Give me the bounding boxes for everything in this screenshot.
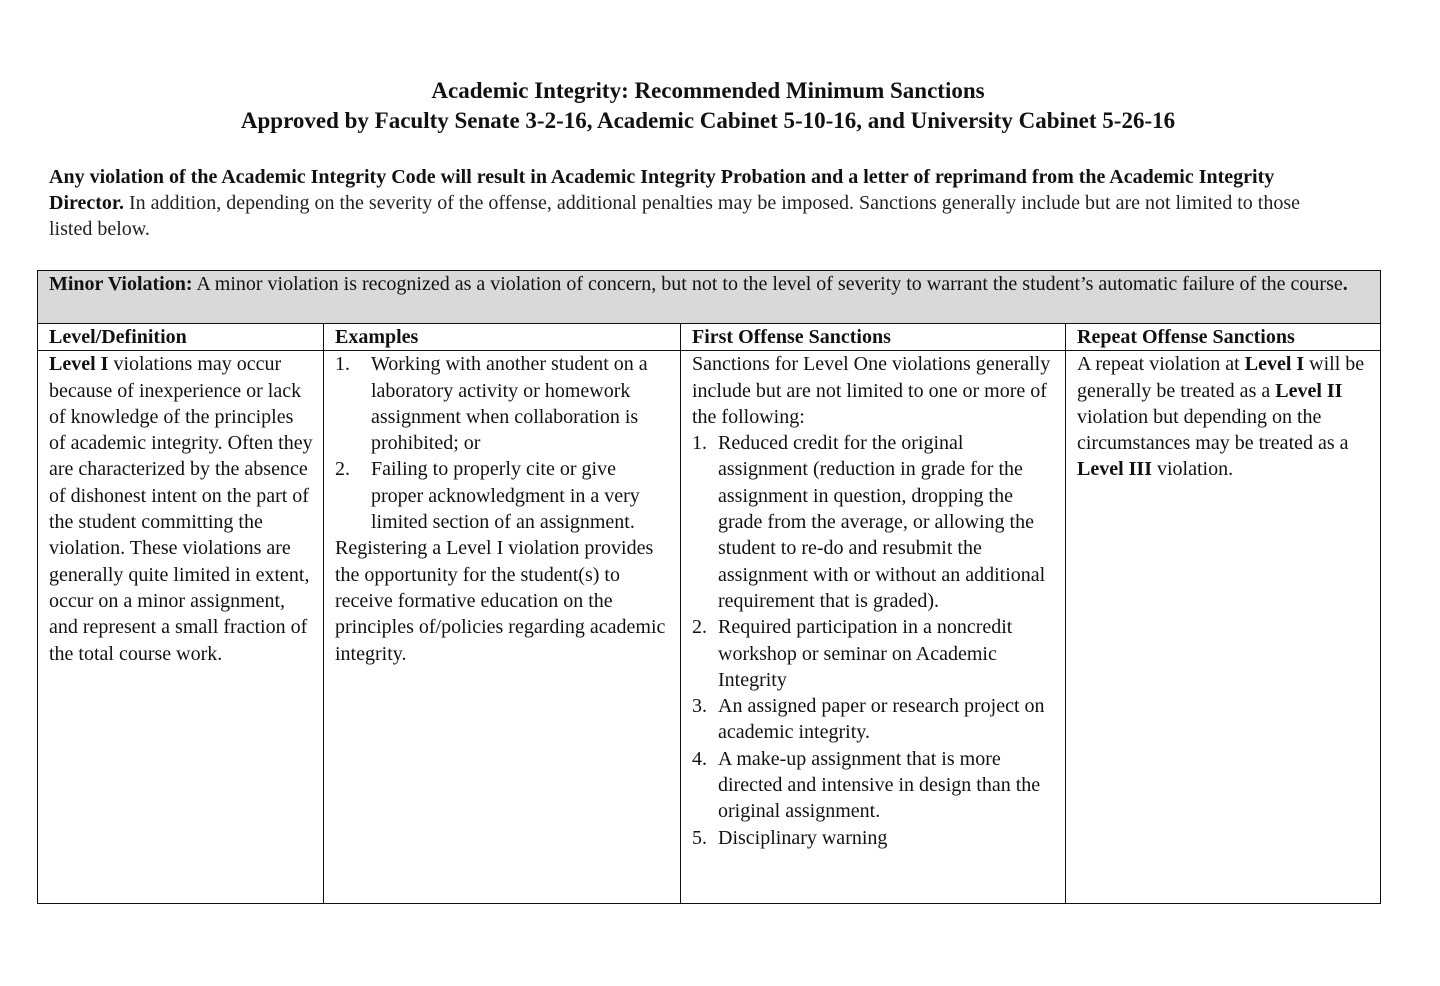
repeat-bold-level-1: Level I <box>1244 353 1305 376</box>
title-line-2: Approved by Faculty Senate 3-2-16, Academic Cabinet 5-10-16, and University Cabinet 5-26-16 <box>240 108 1176 133</box>
list-number: 1. <box>692 432 707 455</box>
document-title <box>0 76 1416 136</box>
header-examples: Examples <box>324 324 681 351</box>
table-header-row <box>38 324 1381 351</box>
list-item-text: Required participation in a noncredit workshop or seminar on Academic Integrity <box>718 616 1013 691</box>
table-row <box>38 351 1381 904</box>
repeat-bold-level-2: Level II <box>1275 379 1343 402</box>
title-line-1: Academic Integrity: Recommended Minimum Sanctions <box>431 78 985 103</box>
list-number: 3. <box>692 695 707 718</box>
repeat-bold-level-3: Level III <box>1077 458 1152 481</box>
list-number: 1. <box>335 353 350 376</box>
level-definition-cell <box>38 351 324 904</box>
header-level-definition: Level/Definition <box>38 324 324 351</box>
list-item <box>335 351 670 456</box>
intro-bold-text: Any violation of the Academic Integrity Code will result in Academic Integrity Probation and a letter of reprimand from the Academic Integrity Director. <box>49 166 1275 214</box>
first-offense-list <box>692 430 1055 851</box>
minor-violation-band <box>38 271 1381 324</box>
first-offense-cell <box>681 351 1066 904</box>
minor-violation-description <box>38 271 1381 324</box>
list-item-text: A make-up assignment that is more directed and intensive in design than the original assignment. <box>718 747 1041 823</box>
list-number: 2. <box>692 616 707 639</box>
intro-regular-text: In addition, depending on the severity of the offense, additional penalties may be imposed. Sanctions generally include but are not limited to those listed below. <box>49 192 1300 240</box>
repeat-text-4: violation. <box>1152 458 1234 481</box>
first-offense-intro: Sanctions for Level One violations generally include but are not limited to one or more of the following: <box>692 353 1051 428</box>
list-item-text: Working with another student on a laboratory activity or homework assignment when collaboration is prohibited; or <box>371 353 648 455</box>
header-first-offense: First Offense Sanctions <box>681 324 1066 351</box>
minor-violation-text: A minor violation is recognized as a violation of concern, but not to the level of severity to warrant the student’s automatic failure of the course <box>192 273 1343 295</box>
list-number: 4. <box>692 747 707 770</box>
level-definition-bold: Level I <box>49 353 109 376</box>
list-number: 5. <box>692 826 707 849</box>
sanctions-table <box>37 270 1381 904</box>
examples-note: Registering a Level I violation provides the opportunity for the student(s) to receive formative education on the principles of/policies regarding academic integrity. <box>335 537 666 665</box>
minor-violation-period: . <box>1342 273 1348 295</box>
list-item <box>692 746 1055 825</box>
list-item <box>692 693 1055 746</box>
list-item-text: Disciplinary warning <box>718 826 888 849</box>
level-definition-text <box>49 351 313 667</box>
repeat-text-2: will be generally be treated as a <box>1077 353 1365 402</box>
list-item <box>692 614 1055 693</box>
list-item-text: Reduced credit for the original assignment (reduction in grade for the assignment in question, dropping the grade from the average, or allowing the student to re-do and resubmit the assignment with or without an additional requirement that is graded). <box>718 432 1046 612</box>
repeat-text-1: A repeat violation at <box>1077 353 1245 376</box>
repeat-offense-text <box>1077 351 1370 482</box>
header-repeat-offense: Repeat Offense Sanctions <box>1066 324 1381 351</box>
list-item-text: Failing to properly cite or give proper acknowledgment in a very limited section of an assignment. <box>371 458 640 534</box>
intro-paragraph <box>49 164 1339 242</box>
level-definition-body: violations may occur because of inexperience or lack of knowledge of the principles of academic integrity. Often they are characterized by the absence of dishonest intent on the part of the student committing the violation. These violations are generally quite limited in extent, occur on a minor assignment, and represent a small fraction of the total course work. <box>49 353 313 665</box>
repeat-offense-cell <box>1066 351 1381 904</box>
examples-cell <box>324 351 681 904</box>
list-item <box>692 825 1055 851</box>
list-item <box>335 456 670 535</box>
repeat-text-3: violation but depending on the circumstances may be treated as a <box>1077 405 1349 455</box>
minor-violation-label: Minor Violation: <box>49 273 193 295</box>
list-item <box>692 430 1055 614</box>
list-number: 2. <box>335 458 350 481</box>
examples-list <box>335 351 670 535</box>
list-item-text: An assigned paper or research project on academic integrity. <box>718 695 1045 744</box>
